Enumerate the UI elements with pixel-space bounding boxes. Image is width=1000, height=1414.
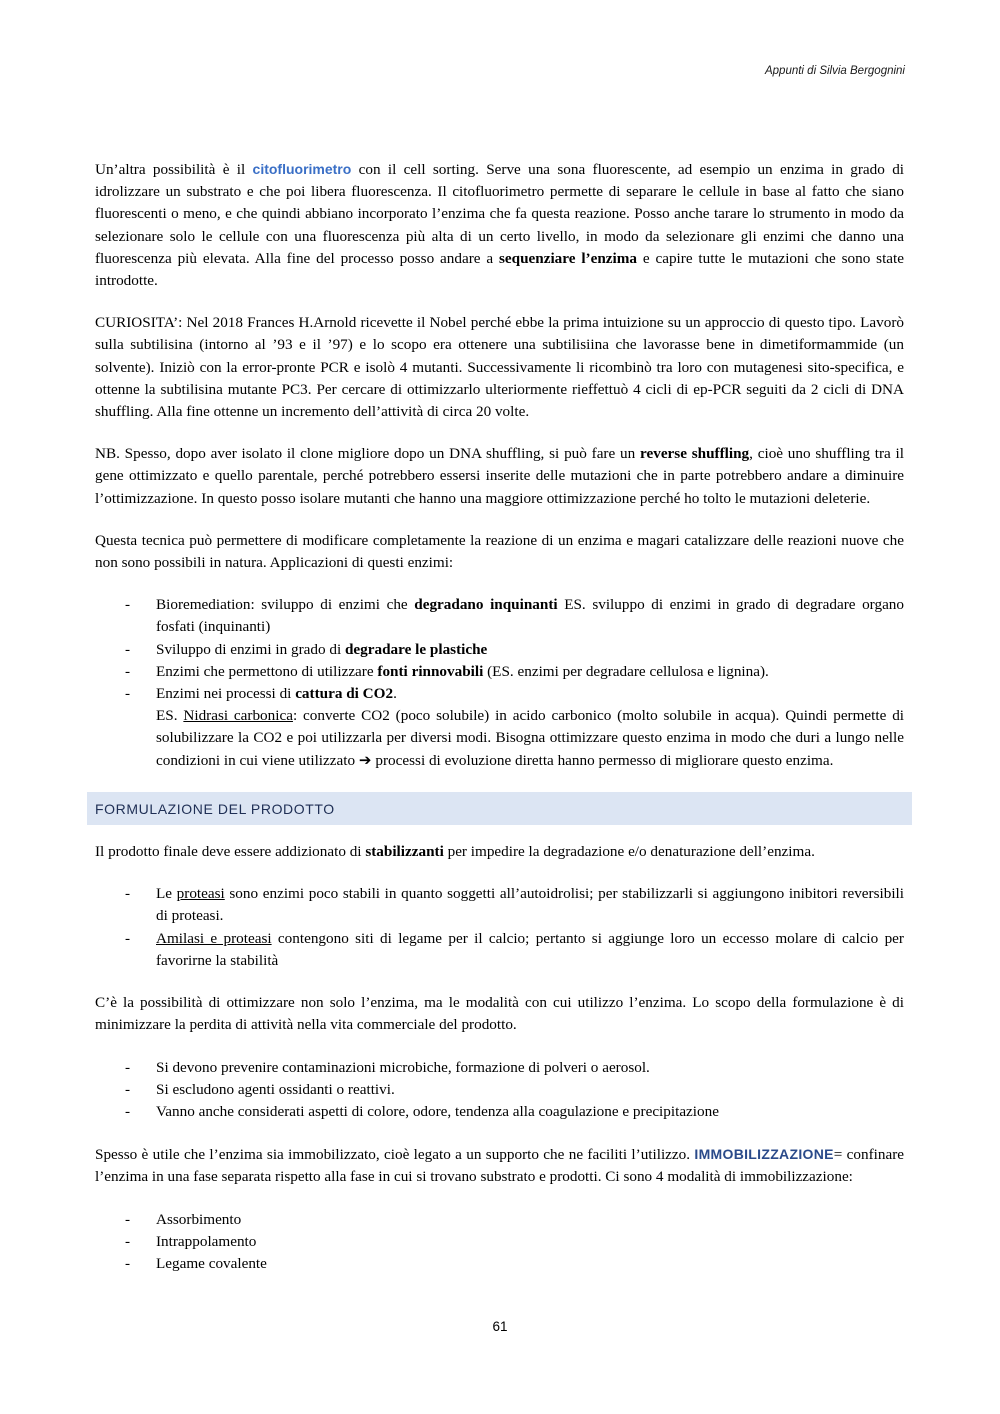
list-item: - Enzimi che permettono di utilizzare fonti rinnovabili (ES. enzimi per degradare cellulosa e lignina). — [95, 661, 904, 683]
dash-bullet: - — [125, 1254, 131, 1272]
dash-bullet: - — [125, 885, 131, 903]
dash-bullet: - — [125, 662, 131, 680]
list-item: - Si devono prevenire contaminazioni microbiche, formazione di polveri o aerosol. — [95, 1057, 904, 1079]
dash-bullet: - — [125, 596, 131, 614]
bold-sequenziare: sequenziare l’enzima — [498, 249, 637, 267]
page-number: 61 — [492, 1319, 508, 1334]
paragraph-curiosita: CURIOSITA’: Nel 2018 Frances H.Arnold ricevette il Nobel perché ebbe la prima intuizione su un approccio di questo tipo. Lavorò sulla subtilisina (intorno al ’93 e il ’97) e lo scopo era ottenere una subtilisiina che lavorasse bene in dimetiformammide (un solvente). Iniziò con la error-pronte PCR e isolò 4 mutanti. Successivamente li ricombinò tra loro con mutagenesi sito-specifica, e ottenne la subtilisina mutante PC3. Per cercare di ottimizzarlo ulteriormente rieffettuò 4 cicli di ep-PCR seguiti da 2 cicli di DNA shuffling. Alla fine ottenne un incremento dell’attività di circa 20 volte. — [95, 314, 904, 421]
dash-bullet: - — [125, 640, 131, 658]
paragraph-citofluorimetro: Un’altra possibilità è il citofluorimetro con il cell sorting. Serve una sona fluorescente, ad esempio un enzima in grado di idrolizzare un substrato e che poi libera fluorescenza. Il citofluorimetro permette di separare le cellule in base al fatto che siano fluorescenti o meno, e che quindi abbiano incorporato l’enzima che fa questa reazione. Posso anche tarare lo strumento in modo da selezionare solo le cellule con una fluorescenza più alta di un certo livello, in modo da selezionare gli enzimi che danno una fluorescenza più elevata. Alla fine del processo posso andare a sequenziare l’enzima e capire tutte le mutazioni che sono state introdotte. — [95, 161, 905, 290]
page-content — [95, 158, 904, 1295]
list-item: - Enzimi nei processi di cattura di CO2. ES. Nidrasi carbonica: converte CO2 (poco solubile) in acido carbonico (molto solubile in acqua). Quindi permette di solubilizzare la CO2 e poi utilizzarla per diversi modi. Bisogna ottimizzare questo enzima in modo che duri a lungo nelle condizioni in cui viene utilizzato ➔ processi di evoluzione diretta hanno permesso di migliorare questo enzima. — [125, 685, 905, 769]
list-stabilita — [95, 883, 904, 972]
bold-reverse-shuffling: reverse shuffling — [640, 445, 750, 463]
dash-bullet: - — [125, 1232, 131, 1250]
dash-bullet: - — [125, 1058, 131, 1076]
list-applicazioni — [95, 594, 904, 772]
dash-bullet: - — [125, 1102, 131, 1120]
list-item: - Bioremediation: sviluppo di enzimi che degradano inquinanti ES. sviluppo di enzimi in grado di degradare organo fosfati (inquinanti) — [125, 596, 904, 636]
list-item: - Amilasi e proteasi contengono siti di legame per il calcio; pertanto si aggiunge loro un eccesso molare di calcio per favorirne la stabilità — [125, 929, 904, 969]
underlined-term: Nidrasi carbonica — [183, 707, 293, 725]
paragraph-applicazioni: Questa tecnica può permettere di modificare completamente la reazione di un enzima e magari catalizzare delle reazioni nuove che non sono possibili in natura. Applicazioni di questi enzimi: — [95, 531, 904, 572]
list-item: - Legame covalente — [95, 1253, 904, 1275]
paragraph-reverse-shuffling: NB. Spesso, dopo aver isolato il clone migliore dopo un DNA shuffling, si può fare un reverse shuffling, cioè uno shuffling tra il gene ottimizzato e quello parentale, perché potrebbero essersi inserite delle mutazioni che in parte potrebbero andare a diminuire l’ottimizzazione. In questo posso isolare mutanti che hanno una maggiore ottimizzazione perché ho tolto le mutazioni deleterie. — [95, 445, 904, 507]
list-immobilizzazione — [95, 1209, 904, 1276]
list-item: - Intrappolamento — [95, 1231, 904, 1253]
section-heading: FORMULAZIONE DEL PRODOTTO — [87, 792, 912, 825]
list-item: - Si escludono agenti ossidanti o reattivi. — [95, 1079, 904, 1101]
dash-bullet: - — [125, 1210, 131, 1228]
list-formulazione — [95, 1057, 904, 1124]
paragraph-formulazione: C’è la possibilità di ottimizzare non solo l’enzima, ma le modalità con cui utilizzo l’enzima. Lo scopo della formulazione è di minimizzare la perdita di attività nella vita commerciale del prodotto. — [95, 994, 904, 1034]
paragraph-stabilizzanti: Il prodotto finale deve essere addizionato di stabilizzanti per impedire la degradazione e/o denaturazione dell’enzima. — [95, 843, 815, 861]
arrow-right-icon: ➔ — [358, 751, 372, 769]
list-item: - Vanno anche considerati aspetti di colore, odore, tendenza alla coagulazione e precipitazione — [95, 1101, 904, 1123]
dash-bullet: - — [125, 929, 131, 947]
keyword-citofluorimetro: citofluorimetro — [252, 161, 352, 177]
page-header: Appunti di Silvia Bergognini — [764, 65, 905, 77]
list-item: - Le proteasi sono enzimi poco stabili in quanto soggetti all’autoidrolisi; per stabilizzarli si aggiungono inibitori reversibili di proteasi. — [125, 885, 904, 925]
keyword-immobilizzazione: IMMOBILIZZAZIONE — [694, 1146, 834, 1163]
dash-bullet: - — [125, 685, 131, 703]
list-item: - Sviluppo di enzimi in grado di degradare le plastiche — [95, 639, 904, 661]
paragraph-immobilizzazione: Spesso è utile che l’enzima sia immobilizzato, cioè legato a un supporto che ne faciliti l’utilizzo. IMMOBILIZZAZIONE= confinare l’enzima in una fase separata rispetto alla fase in cui si trovano substrato e prodotti. Ci sono 4 modalità di immobilizzazione: — [95, 1146, 905, 1186]
dash-bullet: - — [125, 1080, 131, 1098]
list-item: - Assorbimento — [95, 1209, 904, 1231]
